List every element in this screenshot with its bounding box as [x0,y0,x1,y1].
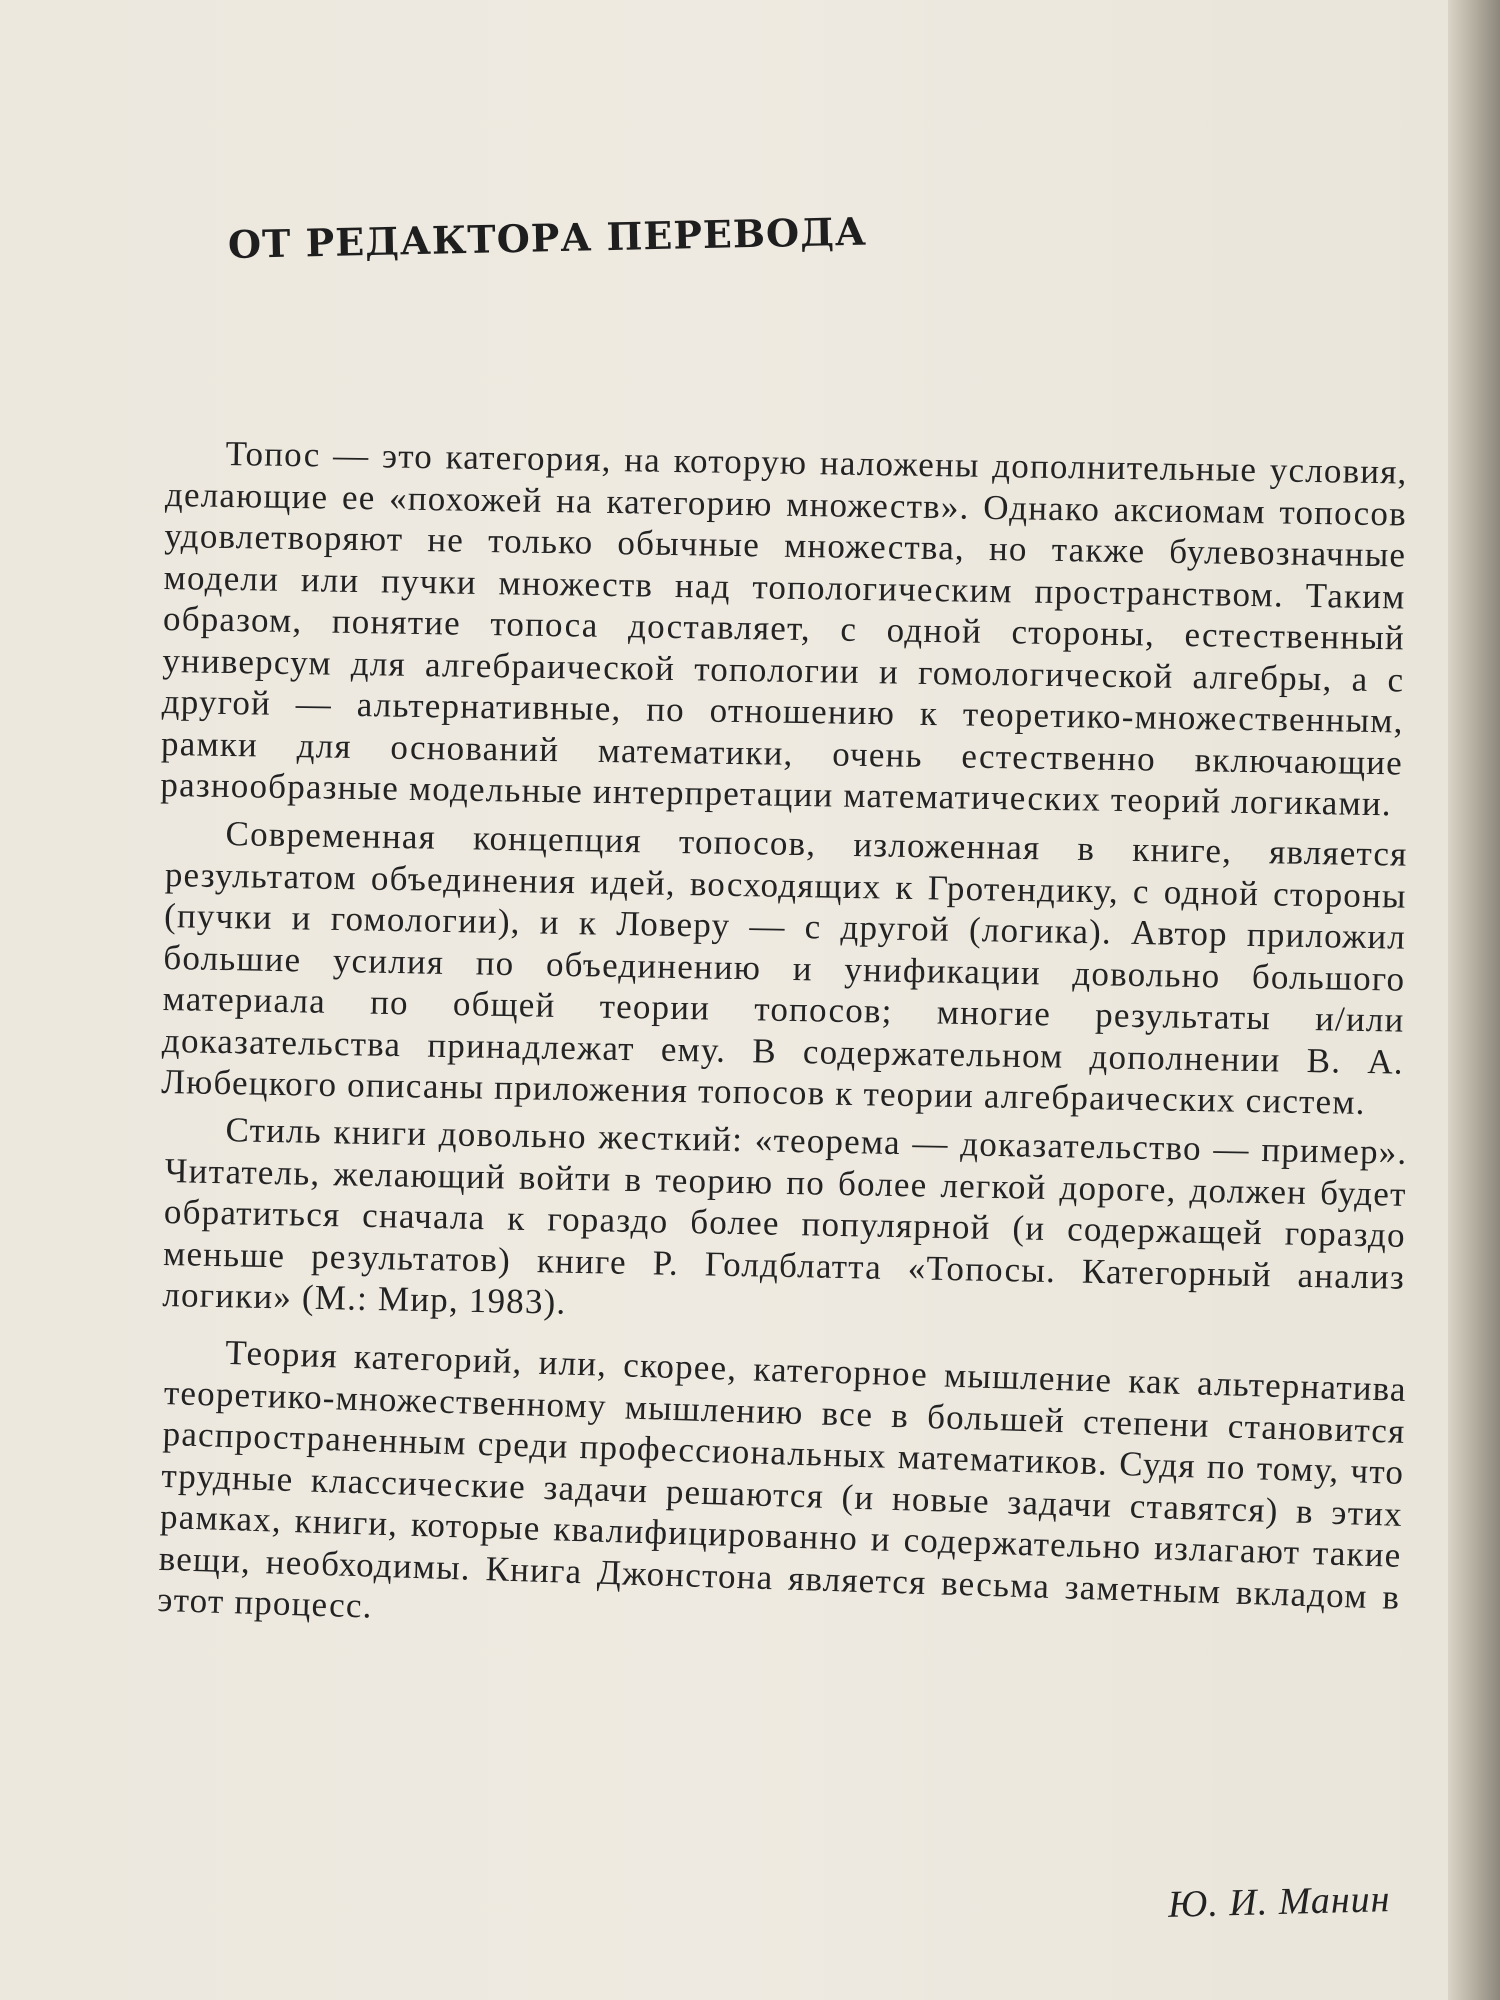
paragraph-3: Стиль книги довольно жесткий: «теорема — доказательство — пример». Читатель, желающий войти в теорию по более легкой дороге, должен будет обратиться сначала к гораздо более популярной (и содержащей гораздо меньше результатов) книге Р. Голдблатта «Топосы. Категорный анализ логики» (М.: Мир, 1983). [162,1110,1408,1322]
paragraph-1: Топос — это категория, на которую наложены дополнительные условия, делающие ее «похожей на категорию множеств». Однако аксиомам топосов удовлетворяют не только обычные множества, но также булевозначные модели или пучки множеств над топологическим пространством. Таким образом, понятие топоса доставляет, с одной стороны, естественный универсум для алгебраической топологии и гомологической алгебры, а с другой — альтернативные, по отношению к теоретико-множественным, рамки для оснований математики, очень естественно включающие разнообразные модельные интерпретации математических теорий логиками. [160,433,1408,824]
paragraph-4: Теория категорий, или, скорее, категорное мышление как альтернатива теоретико-множественному мышлению все в большей степени становится распространенным среди профессиональных математиков. Судя по тому, что трудные классические задачи решаются (и новые задачи ставятся) в этих рамках, книги, которые квалифицированно и содержательно излагают такие вещи, необходимы. Книга Джонстона является весьма заметным вкладом в этот процесс. [156,1332,1408,1626]
body-text [156,432,1408,1626]
paragraph-2: Современная концепция топосов, изложенная в книге, является результатом объединения идей, восходящих к Гротендику, с одной стороны (пучки и гомологии), и к Ловеру — с другой (логика). Автор приложил большие усилия по объединению и унификации довольно большого материала по общей теории топосов; многие результаты и/или доказательства принадлежат ему. В содержательном дополнении В. А. Любецкого описаны приложения топосов к теории алгебраических систем. [160,813,1408,1122]
author-signature: Ю. И. Манин [1167,1878,1392,1926]
page-edge [1448,0,1500,2000]
page-title: ОТ РЕДАКТОРА ПЕРЕВОДА [227,208,868,267]
